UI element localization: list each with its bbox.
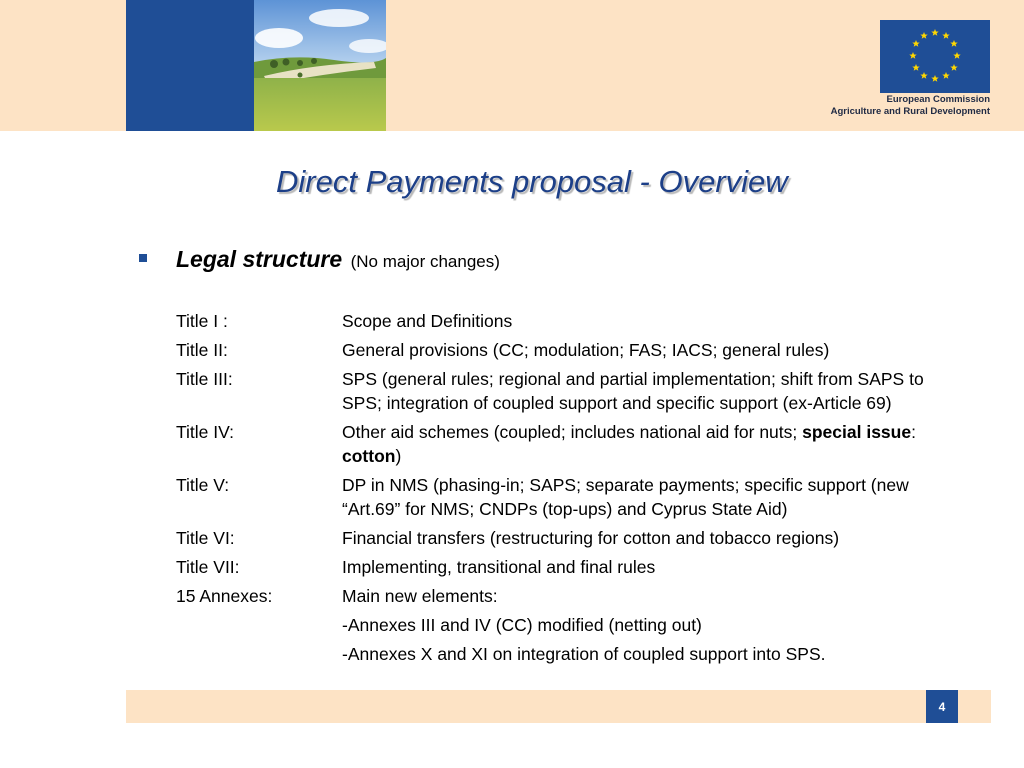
annex-note: -Annexes X and XI on integration of coupled support into SPS. xyxy=(342,644,826,664)
title-desc-bold: special issue xyxy=(802,422,912,442)
title-description: Main new elements: xyxy=(342,586,498,606)
title-label: Title III: xyxy=(176,369,233,389)
title-desc-colon: : xyxy=(911,422,916,442)
title-label: Title IV: xyxy=(176,422,235,442)
titles-list xyxy=(176,309,976,671)
bullet-legal-structure xyxy=(176,246,500,273)
annex-notes xyxy=(176,613,976,666)
title-row xyxy=(176,309,976,333)
title-description xyxy=(342,420,976,468)
title-description: Scope and Definitions xyxy=(342,311,513,331)
eu-flag-logo xyxy=(880,20,990,93)
title-row xyxy=(176,338,976,362)
annex-notes-spacer xyxy=(176,613,342,666)
title-description: DP in NMS (phasing-in; SAPS; separate payments; specific support (new “Art.69” for NMS; CNDPs (top-ups) and Cyprus State Aid) xyxy=(342,475,909,519)
annex-note: -Annexes III and IV (CC) modified (netting out) xyxy=(342,615,702,635)
title-row xyxy=(176,526,976,550)
title-row xyxy=(176,555,976,579)
title-label: Title VII: xyxy=(176,557,240,577)
title-row xyxy=(176,473,976,521)
title-row xyxy=(176,420,976,468)
title-label: Title V: xyxy=(176,475,230,495)
title-description: General provisions (CC; modulation; FAS; IACS; general rules) xyxy=(342,340,830,360)
title-description: SPS (general rules; regional and partial implementation; shift from SAPS to SPS; integration of coupled support and specific support (ex-Article 69) xyxy=(342,369,924,413)
landscape-photo xyxy=(254,0,386,131)
header-blue-block xyxy=(126,0,254,131)
title-desc-close: ) xyxy=(395,446,402,466)
bullet-heading: Legal structure xyxy=(176,246,343,272)
title-label: Title II: xyxy=(176,340,228,360)
title-desc-text: Other aid schemes (coupled; includes national aid for nuts; xyxy=(342,422,803,442)
annex-notes-list xyxy=(342,613,976,666)
title-row xyxy=(176,584,976,608)
footer-band xyxy=(126,690,991,723)
organization-name xyxy=(831,94,990,118)
title-description: Financial transfers (restructuring for cotton and tobacco regions) xyxy=(342,528,840,548)
slide-title: Direct Payments proposal - Overview xyxy=(276,164,788,199)
org-line-2: Agriculture and Rural Development xyxy=(830,106,990,117)
org-line-1: European Commission xyxy=(886,94,990,105)
title-label: 15 Annexes: xyxy=(176,586,273,606)
title-row xyxy=(176,367,976,415)
bullet-square-icon xyxy=(139,254,147,262)
title-label: Title VI: xyxy=(176,528,235,548)
title-description: Implementing, transitional and final rules xyxy=(342,557,656,577)
title-desc-bold: cotton xyxy=(342,446,396,466)
title-label: Title I : xyxy=(176,311,228,331)
page-number: 4 xyxy=(926,690,958,723)
bullet-note: (No major changes) xyxy=(350,252,500,271)
